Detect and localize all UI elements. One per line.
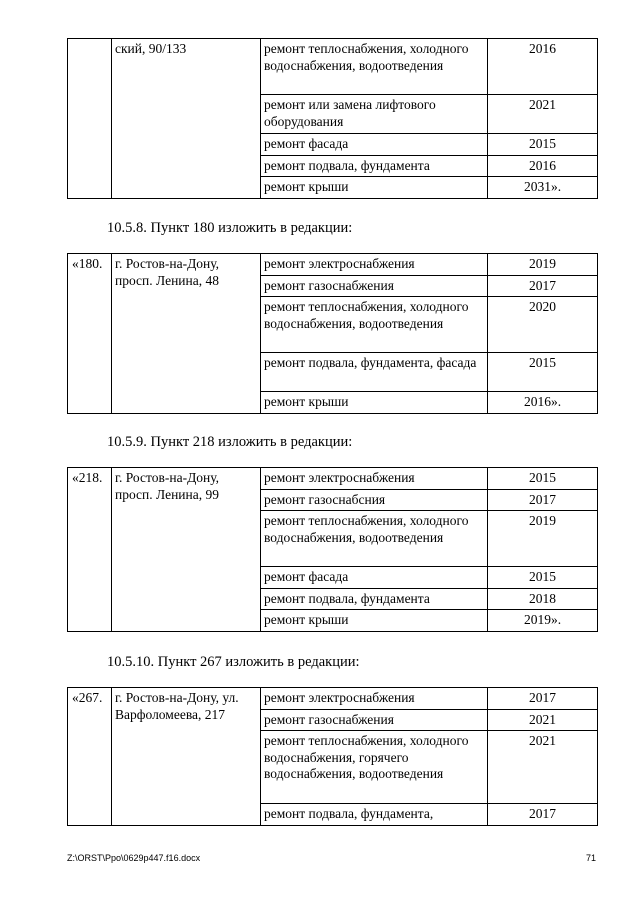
work-cell: ремонт теплоснабжения, холодного водоснабжения, водоотведения	[261, 511, 488, 567]
work-cell: ремонт электроснабжения	[261, 688, 488, 710]
amendment-paragraph: 10.5.10. Пункт 267 изложить в редакции:	[107, 654, 360, 670]
work-cell: ремонт газоснабсния	[261, 489, 488, 511]
year-cell: 2015	[488, 567, 598, 589]
work-cell: ремонт газоснабжения	[261, 709, 488, 731]
year-cell: 2017	[488, 489, 598, 511]
address-cell: ский, 90/133	[112, 39, 261, 199]
work-cell: ремонт крыши	[261, 177, 488, 199]
table-row	[68, 468, 598, 490]
year-cell: 2017	[488, 688, 598, 710]
work-cell: ремонт теплоснабжения, холодного водоснабжения, горячего водоснабжения, водоотведения	[261, 731, 488, 804]
year-cell: 2019».	[488, 610, 598, 632]
amendment-paragraph: 10.5.8. Пункт 180 изложить в редакции:	[107, 220, 353, 236]
work-cell: ремонт или замена лифтового оборудования	[261, 95, 488, 134]
year-cell: 2019	[488, 254, 598, 276]
work-cell: ремонт крыши	[261, 610, 488, 632]
year-cell: 2017	[488, 804, 598, 826]
work-cell: ремонт газоснабжения	[261, 275, 488, 297]
year-cell: 2019	[488, 511, 598, 567]
year-cell: 2018	[488, 588, 598, 610]
item-number-cell: «218.	[68, 468, 112, 632]
work-cell: ремонт теплоснабжения, холодного водоснабжения, водоотведения	[261, 297, 488, 353]
work-cell: ремонт электроснабжения	[261, 254, 488, 276]
amendment-paragraph: 10.5.9. Пункт 218 изложить в редакции:	[107, 434, 353, 450]
year-cell: 2031».	[488, 177, 598, 199]
item-number-cell: «180.	[68, 254, 112, 414]
table-row	[68, 254, 598, 276]
year-cell: 2017	[488, 275, 598, 297]
address-cell: г. Ростов-на-Дону, просп. Ленина, 48	[112, 254, 261, 414]
year-cell: 2016	[488, 39, 598, 95]
year-cell: 2015	[488, 134, 598, 156]
work-cell: ремонт подвала, фундамента	[261, 588, 488, 610]
year-cell: 2021	[488, 731, 598, 804]
address-cell: г. Ростов-на-Дону, просп. Ленина, 99	[112, 468, 261, 632]
table-item-267	[67, 687, 598, 826]
year-cell: 2015	[488, 468, 598, 490]
table-item-218	[67, 467, 598, 632]
work-cell: ремонт подвала, фундамента, фасада	[261, 353, 488, 392]
work-cell: ремонт фасада	[261, 567, 488, 589]
work-cell: ремонт электроснабжения	[261, 468, 488, 490]
year-cell: 2021	[488, 95, 598, 134]
footer-page-number: 71	[586, 853, 597, 863]
table-item-180	[67, 253, 598, 414]
table-continuation	[67, 38, 598, 199]
year-cell: 2021	[488, 709, 598, 731]
item-number-cell: «267.	[68, 688, 112, 826]
item-number-cell	[68, 39, 112, 199]
year-cell: 2016».	[488, 392, 598, 414]
table-row	[68, 688, 598, 710]
footer-file-path: Z:\ORST\Ppo\0629p447.f16.docx	[67, 853, 201, 863]
year-cell: 2015	[488, 353, 598, 392]
address-cell: г. Ростов-на-Дону, ул. Варфоломеева, 217	[112, 688, 261, 826]
work-cell: ремонт фасада	[261, 134, 488, 156]
year-cell: 2020	[488, 297, 598, 353]
table-row	[68, 39, 598, 95]
work-cell: ремонт подвала, фундамента	[261, 155, 488, 177]
year-cell: 2016	[488, 155, 598, 177]
work-cell: ремонт крыши	[261, 392, 488, 414]
work-cell: ремонт теплоснабжения, холодного водоснабжения, водоотведения	[261, 39, 488, 95]
work-cell: ремонт подвала, фундамента,	[261, 804, 488, 826]
